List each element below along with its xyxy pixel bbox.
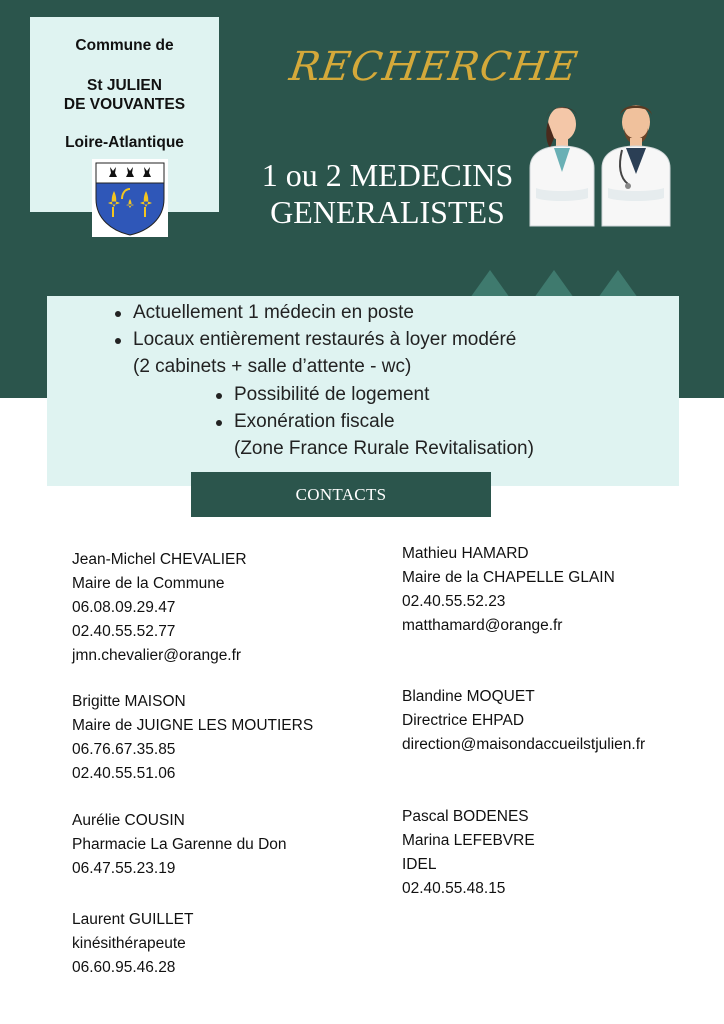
bullet-dot bbox=[216, 393, 222, 399]
headline-line-2: GENERALISTES bbox=[270, 194, 505, 230]
info-item-text: Locaux entièrement restaurés à loyer modéré bbox=[133, 329, 517, 350]
contact-line: Aurélie COUSIN bbox=[72, 812, 185, 829]
contact-line: Pascal BODENES bbox=[402, 808, 529, 825]
contact-line: jmn.chevalier@orange.fr bbox=[72, 647, 242, 664]
contact-line: Blandine MOQUET bbox=[402, 688, 535, 705]
headline-line-1: 1 ou 2 MEDECINS bbox=[261, 157, 514, 193]
info-item-text: Possibilité de logement bbox=[234, 384, 430, 405]
contact-line: 06.08.09.29.47 bbox=[72, 599, 176, 616]
info-item-text: Exonération fiscale bbox=[234, 411, 395, 432]
info-item bbox=[133, 329, 516, 351]
contact-line: 06.47.55.23.19 bbox=[72, 860, 176, 877]
contact-card bbox=[72, 690, 313, 786]
contact-card bbox=[72, 908, 193, 980]
contact-line: Mathieu HAMARD bbox=[402, 545, 529, 562]
contact-card bbox=[72, 809, 287, 881]
commune-line-2: St JULIEN bbox=[87, 77, 162, 94]
commune-line-1: Commune de bbox=[75, 37, 174, 54]
info-item bbox=[234, 384, 429, 406]
contact-line: Marina LEFEBVRE bbox=[402, 832, 535, 849]
doctors-illustration-icon bbox=[514, 96, 684, 236]
contact-line: matthamard@orange.fr bbox=[402, 617, 563, 634]
contact-line: Laurent GUILLET bbox=[72, 911, 194, 928]
info-item bbox=[133, 302, 414, 324]
commune-line-4: Loire-Atlantique bbox=[65, 134, 184, 151]
contact-line: 02.40.55.48.15 bbox=[402, 880, 506, 897]
commune-line-3: DE VOUVANTES bbox=[63, 96, 186, 113]
info-box bbox=[47, 296, 679, 486]
decorative-triangles bbox=[470, 270, 640, 298]
contact-line: direction@maisondaccueilstjulien.fr bbox=[402, 736, 646, 753]
contact-line: 06.60.95.46.28 bbox=[72, 959, 176, 976]
contact-line: Directrice EHPAD bbox=[402, 712, 525, 729]
info-item-text: Actuellement 1 médecin en poste bbox=[133, 302, 414, 323]
contact-card bbox=[402, 542, 615, 638]
contact-card bbox=[402, 805, 535, 901]
contact-line: IDEL bbox=[402, 856, 437, 873]
contact-card bbox=[402, 685, 645, 757]
commune-box bbox=[30, 17, 219, 212]
contact-line: Maire de la Commune bbox=[72, 575, 225, 592]
contact-line: 02.40.55.52.23 bbox=[402, 593, 506, 610]
contact-line: Brigitte MAISON bbox=[72, 693, 186, 710]
contact-line: Pharmacie La Garenne du Don bbox=[72, 836, 287, 853]
contacts-title: CONTACTS bbox=[191, 472, 491, 517]
bullet-dot bbox=[115, 311, 121, 317]
contact-line: 06.76.67.35.85 bbox=[72, 741, 176, 758]
bullet-dot bbox=[216, 420, 222, 426]
info-item-sub: (Zone France Rurale Revitalisation) bbox=[234, 438, 534, 459]
info-item-sub: (2 cabinets + salle d’attente - wc) bbox=[133, 356, 412, 377]
recherche-title: RECHERCHE bbox=[286, 44, 582, 90]
contact-line: kinésithérapeute bbox=[72, 935, 186, 952]
contact-line: Maire de la CHAPELLE GLAIN bbox=[402, 569, 615, 586]
contact-line: 02.40.55.52.77 bbox=[72, 623, 176, 640]
bullet-dot bbox=[115, 338, 121, 344]
contact-line: Jean-Michel CHEVALIER bbox=[72, 551, 247, 568]
info-item bbox=[234, 411, 395, 433]
contact-card bbox=[72, 548, 247, 668]
coat-of-arms-icon bbox=[92, 159, 168, 237]
contact-line: 02.40.55.51.06 bbox=[72, 765, 176, 782]
contact-line: Maire de JUIGNE LES MOUTIERS bbox=[72, 717, 314, 734]
